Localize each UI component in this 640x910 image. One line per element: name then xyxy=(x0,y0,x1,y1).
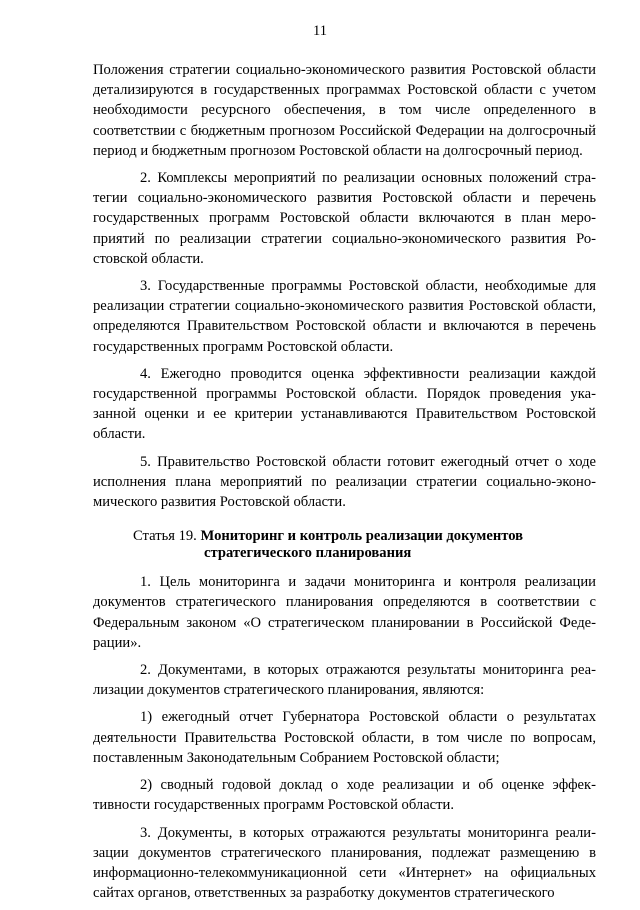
paragraph: 2. Комплексы мероприятий по реализации основных положений стратегии социально-экономического развития Ростовской области и перечень государственных программ Ростовской области включаются в план мероприятий по реализации стратегии социально-экономического развития Ростовской области. xyxy=(93,170,596,267)
paragraph: 3. Документы, в которых отражаются результаты мониторинга реализации документов стратегического планирования, подлежат размещению в информационно-телекоммуникационной сети «Интернет» на официальных сайтах органов, ответственных за разработку документов стратегического xyxy=(93,824,596,902)
page-content xyxy=(93,60,596,910)
paragraph: 2. Документами, в которых отражаются результаты мониторинга реализации документов стратегического планирования, являются: xyxy=(93,662,596,699)
paragraph: 5. Правительство Ростовской области готовит ежегодный отчет о ходе исполнения плана мероприятий по реализации стратегии социально-экономического развития Ростовской области. xyxy=(93,453,596,511)
paragraph: 1. Цель мониторинга и задачи мониторинга и контроля реализации документов стратегического планирования определяются в соответствии с Федеральным законом «О стратегическом планировании в Российской Федерации». xyxy=(93,574,596,651)
article-heading xyxy=(93,528,596,562)
list-item: 2) сводный годовой доклад о ходе реализации и об оценке эффективности государственных программ Ростовской области. xyxy=(93,777,596,814)
paragraph: Положения стратегии социально-экономического развития Ростовской области детализируются в государственных программах Ростовской области с учетом необходимости ресурсного обеспечения, в том числе определенного в соответствии с бюджетным прогнозом Российской Федерации на долгосрочный период и бюджетным прогнозом Ростовской области на долгосрочный период. xyxy=(93,62,596,159)
article-number: Статья 19. xyxy=(133,528,197,545)
article-title-continuation: стратегического планирования xyxy=(204,545,412,562)
page-number: 11 xyxy=(313,23,327,39)
paragraph: 3. Государственные программы Ростовской области, необходимые для реализации стратегии социально-экономического развития Ростовской области, определяются Правительством Ростовской области и включаются в перечень государственных программ Ростовской области. xyxy=(93,278,596,355)
list-item: 1) ежегодный отчет Губернатора Ростовской области о результатах деятельности Правительства Ростовской области, в том числе по вопросам, поставленным Законодательным Собранием Ростовской области; xyxy=(93,709,596,766)
paragraph: 4. Ежегодно проводится оценка эффективности реализации каждой государственной программы Ростовской области. Порядок проведения указанной оценки и ее критерии устанавливаются Правительством Ростовской области. xyxy=(93,365,596,443)
article-title: Мониторинг и контроль реализации документов xyxy=(200,528,524,545)
